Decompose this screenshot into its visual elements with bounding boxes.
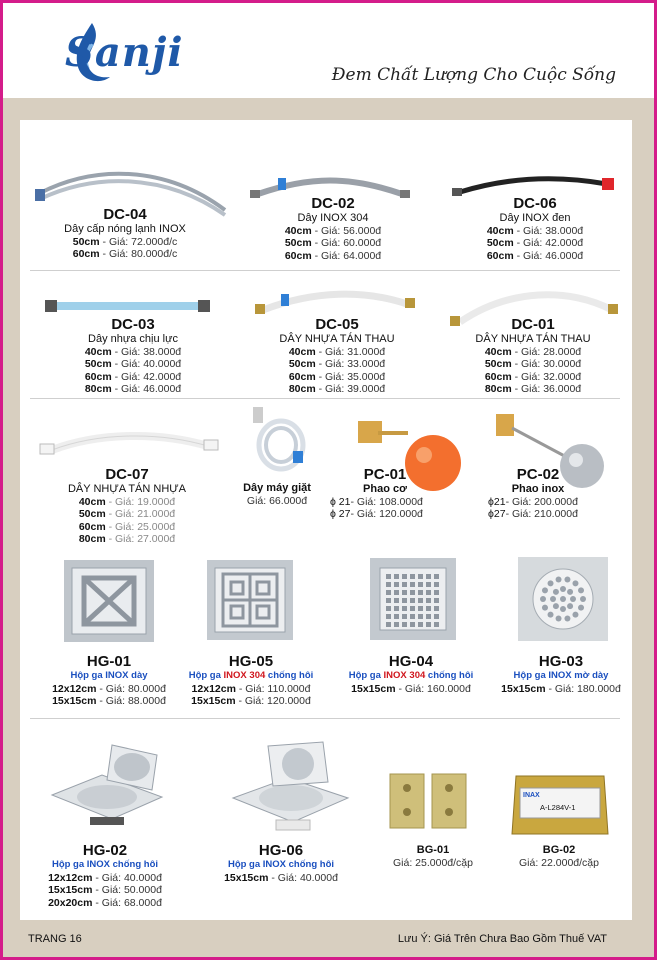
product-name: Dây INOX 304	[297, 212, 369, 224]
divider	[30, 718, 620, 719]
price-row: Giá: 66.000đ	[246, 494, 308, 507]
price-row: 50cm - Giá: 60.000đ	[284, 237, 382, 249]
product-name: Dây nhựa chịu lực	[88, 333, 178, 345]
product-bg02	[504, 844, 614, 869]
product-code: DC-06	[513, 195, 557, 212]
washer-hose-image	[243, 405, 313, 475]
dc03-hose-image	[45, 297, 210, 317]
product-code: HG-04	[388, 653, 434, 670]
hg04-drain-image	[370, 558, 456, 640]
page-number: TRANG 16	[28, 933, 82, 945]
bg02-label-brand: INAX	[523, 792, 540, 799]
product-hg06	[218, 842, 344, 884]
price-row: 50cm - Giá: 30.000đ	[484, 358, 582, 370]
product-subtitle: Hộp ga INOX chống hôi	[51, 859, 159, 870]
price-row: 60cm - Giá: 64.000đ	[284, 249, 382, 262]
product-code: HG-01	[86, 653, 132, 670]
product-code: DC-01	[511, 316, 555, 333]
product-code: PC-01	[363, 466, 407, 483]
product-hg04	[346, 653, 476, 695]
price-row: 15x15cm - Giá: 40.000đ	[224, 871, 338, 884]
slogan: Đem Chất Lượng Cho Cuộc Sống	[331, 65, 616, 85]
price-row: 15x15cm - Giá: 50.000đ	[48, 884, 162, 896]
product-name: DÂY NHỰA TÁN THAU	[279, 333, 395, 345]
price-row: 40cm - Giá: 38.000đ	[84, 345, 182, 358]
product-dc05	[262, 316, 412, 396]
vat-note: Lưu Ý: Giá Trên Chưa Bao Gồm Thuế VAT	[397, 933, 607, 945]
price-row: Giá: 25.000đ/cặp	[393, 856, 473, 869]
product-washer-hose	[232, 482, 322, 507]
price-row: 12x12cm - Giá: 80.000đ	[52, 682, 166, 695]
product-name: Dây máy giặt	[243, 482, 311, 494]
product-subtitle: Hộp ga INOX mờ dày	[513, 670, 609, 681]
price-row: 60cm - Giá: 35.000đ	[288, 370, 386, 383]
bg02-box-image	[510, 764, 610, 839]
hg06-drain-image	[228, 738, 353, 833]
price-row: 80cm - Giá: 39.000đ	[288, 383, 386, 395]
price-row: ϕ27- Giá: 210.000đ	[488, 508, 578, 520]
product-pc02	[488, 466, 588, 521]
price-row: 80cm - Giá: 36.000đ	[484, 383, 582, 395]
product-subtitle: Hộp ga INOX 304 chống hôi	[188, 670, 314, 681]
product-name: Phao cơ	[363, 483, 407, 495]
dc07-hose-image	[40, 428, 220, 458]
price-row: 60cm - Giá: 42.000đ	[84, 370, 182, 383]
product-pc01	[330, 466, 440, 521]
price-row: 12x12cm - Giá: 110.000đ	[191, 682, 311, 695]
price-row: ϕ 21- Giá: 108.000đ	[330, 495, 423, 508]
product-code: DC-04	[103, 206, 147, 223]
product-code: HG-02	[82, 842, 128, 859]
product-code: DC-05	[315, 316, 359, 333]
price-row: 60cm - Giá: 32.000đ	[484, 370, 582, 383]
price-row: 40cm - Giá: 28.000đ	[484, 345, 582, 358]
hg02-drain-image	[42, 735, 167, 825]
product-dc03	[58, 316, 208, 396]
product-code: HG-05	[228, 653, 274, 670]
product-dc02	[258, 195, 408, 262]
price-row: 15x15cm - Giá: 88.000đ	[52, 695, 166, 707]
product-code: DC-02	[311, 195, 355, 212]
price-row: 15x15cm - Giá: 160.000đ	[351, 682, 471, 695]
product-dc07	[52, 466, 202, 546]
price-row: 80cm - Giá: 46.000đ	[84, 383, 182, 395]
price-row: 60cm - Giá: 80.000đ/c	[72, 248, 178, 260]
price-row: 60cm - Giá: 25.000đ	[78, 520, 176, 533]
product-dc04	[50, 206, 200, 261]
product-dc01	[458, 316, 608, 396]
product-hg05	[188, 653, 314, 708]
product-code: DC-03	[111, 316, 155, 333]
price-row: 15x15cm - Giá: 120.000đ	[191, 695, 311, 707]
price-row: 20x20cm - Giá: 68.000đ	[48, 896, 162, 909]
product-hg02	[40, 842, 170, 909]
bg02-label-model: A-L284V-1	[540, 803, 576, 812]
bg01-bracket-image	[390, 770, 470, 830]
product-code: BG-01	[416, 844, 450, 856]
product-name: Dây cấp nóng lạnh INOX	[64, 223, 186, 235]
price-row: 40cm - Giá: 38.000đ	[486, 224, 584, 237]
divider	[30, 270, 620, 271]
product-subtitle: Hộp ga INOX dày	[70, 670, 148, 681]
price-row: 50cm - Giá: 33.000đ	[288, 358, 386, 370]
product-name: Phao inox	[511, 483, 565, 495]
product-name: DÂY NHỰA TÁN NHỰA	[67, 483, 187, 495]
divider	[30, 398, 620, 399]
price-row: 50cm - Giá: 72.000đ/c	[72, 235, 178, 248]
price-row: 50cm - Giá: 42.000đ	[486, 237, 584, 249]
hg03-drain-image	[518, 557, 608, 641]
header	[3, 3, 654, 98]
price-row: 12x12cm - Giá: 40.000đ	[48, 871, 162, 884]
product-bg01	[378, 844, 488, 869]
price-row: 40cm - Giá: 19.000đ	[78, 495, 176, 508]
price-row: 40cm - Giá: 56.000đ	[284, 224, 382, 237]
product-code: HG-03	[538, 653, 584, 670]
product-hg03	[496, 653, 626, 695]
price-row: 50cm - Giá: 21.000đ	[78, 508, 176, 520]
brand-logo: Sanji	[65, 29, 184, 76]
dc05-hose-image	[255, 288, 415, 318]
product-code: BG-02	[542, 844, 576, 856]
product-subtitle: Hộp ga INOX 304 chống hôi	[348, 670, 474, 681]
hg05-drain-image	[207, 560, 293, 640]
price-row: Giá: 22.000đ/cặp	[519, 856, 599, 869]
price-row: 15x15cm - Giá: 180.000đ	[501, 682, 621, 695]
product-name: DÂY NHỰA TÁN THAU	[475, 333, 591, 345]
price-row: 50cm - Giá: 40.000đ	[84, 358, 182, 370]
product-name: Dây INOX đen	[499, 212, 571, 224]
product-code: HG-06	[258, 842, 304, 859]
product-hg01	[44, 653, 174, 708]
hg01-drain-image	[64, 560, 154, 642]
product-code: PC-02	[516, 466, 560, 483]
product-dc06	[460, 195, 610, 262]
product-subtitle: Hộp ga INOX chống hôi	[227, 859, 335, 870]
price-row: ϕ21- Giá: 200.000đ	[488, 495, 578, 508]
product-code: DC-07	[105, 466, 149, 483]
price-row: 80cm - Giá: 27.000đ	[78, 533, 176, 545]
price-row: 40cm - Giá: 31.000đ	[288, 345, 386, 358]
price-row: 60cm - Giá: 46.000đ	[486, 249, 584, 262]
price-row: ϕ 27- Giá: 120.000đ	[330, 508, 423, 520]
